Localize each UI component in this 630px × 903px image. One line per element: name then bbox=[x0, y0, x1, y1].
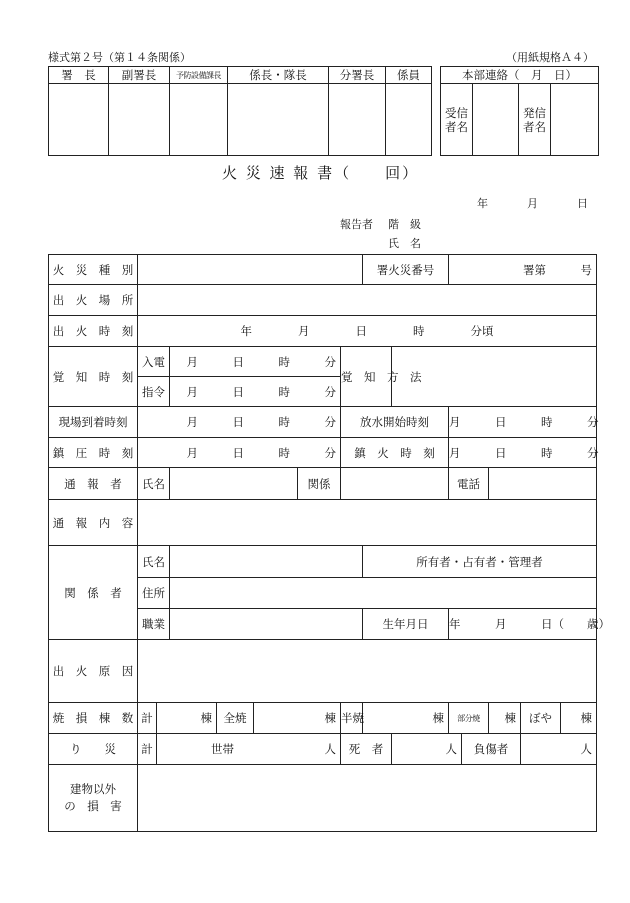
header-deputy: 副署長 bbox=[109, 67, 170, 84]
station-no-field[interactable]: 署第 号 bbox=[449, 255, 597, 285]
command-field[interactable]: 月 日 時 分 bbox=[170, 377, 341, 407]
dead-label: 死 者 bbox=[341, 734, 392, 765]
other-damage-label-1: 建物以外 bbox=[70, 782, 116, 796]
stamp-cell[interactable] bbox=[170, 84, 228, 156]
header-branch: 分署長 bbox=[329, 67, 386, 84]
fire-type-field[interactable] bbox=[138, 255, 363, 285]
partial-burn-label: 部分焼 bbox=[449, 703, 489, 734]
cause-field[interactable] bbox=[138, 640, 597, 703]
birth-field[interactable]: 年 月 日（ 歳） bbox=[449, 609, 597, 640]
water-start-label: 放水開始時刻 bbox=[341, 407, 449, 438]
date-year: 年 bbox=[477, 197, 488, 210]
burned-label: 焼 損 棟 数 bbox=[49, 703, 138, 734]
half-burn-label: 半焼 bbox=[341, 703, 363, 734]
date-day: 日 bbox=[577, 197, 588, 210]
report-content-label: 通 報 内 容 bbox=[49, 500, 138, 546]
small-fire-label: ぼや bbox=[521, 703, 561, 734]
partial-burn-field[interactable]: 棟 bbox=[489, 703, 521, 734]
relation-label: 関係 bbox=[298, 468, 341, 500]
victims-label: り 災 bbox=[49, 734, 138, 765]
report-table bbox=[48, 254, 611, 832]
arrival-label: 現場到着時刻 bbox=[49, 407, 138, 438]
awareness-label: 覚 知 時 刻 bbox=[49, 347, 138, 407]
relation-field[interactable] bbox=[341, 468, 449, 500]
fire-type-label: 火 災 種 別 bbox=[49, 255, 138, 285]
date-month: 月 bbox=[527, 197, 538, 210]
header-chief: 署 長 bbox=[49, 67, 109, 84]
call-in-label: 入電 bbox=[138, 347, 170, 377]
address-field[interactable] bbox=[170, 578, 597, 609]
small-fire-field[interactable]: 棟 bbox=[561, 703, 597, 734]
burned-total-label: 計 bbox=[138, 703, 157, 734]
page-title: 火 災 速 報 書（ 回） bbox=[222, 164, 420, 182]
rank-label: 階 級 bbox=[388, 218, 421, 231]
report-content-field[interactable] bbox=[138, 500, 597, 546]
place-label: 出 火 場 所 bbox=[49, 285, 138, 316]
command-label: 指令 bbox=[138, 377, 170, 407]
name-label: 氏 名 bbox=[388, 237, 421, 250]
extinguish-field[interactable]: 月 日 時 分 bbox=[449, 438, 597, 468]
burned-total-field[interactable]: 棟 bbox=[157, 703, 217, 734]
stamp-cell[interactable] bbox=[109, 84, 170, 156]
dead-field[interactable]: 人 bbox=[392, 734, 462, 765]
related-name-label: 氏名 bbox=[138, 546, 170, 578]
receiver-field[interactable] bbox=[473, 84, 519, 156]
place-field[interactable] bbox=[138, 285, 597, 316]
full-burn-label: 全焼 bbox=[217, 703, 254, 734]
aware-method-label: 覚 知 方 法 bbox=[341, 347, 392, 407]
reporter-row-label: 通 報 者 bbox=[49, 468, 138, 500]
header-leader: 係長・隊長 bbox=[228, 67, 329, 84]
sender-field[interactable] bbox=[551, 84, 599, 156]
stamp-cell[interactable] bbox=[386, 84, 432, 156]
time-label: 出 火 時 刻 bbox=[49, 316, 138, 347]
cause-label: 出 火 原 因 bbox=[49, 640, 138, 703]
related-label: 関 係 者 bbox=[49, 546, 138, 640]
reporter-name-field[interactable] bbox=[170, 468, 298, 500]
call-in-field[interactable]: 月 日 時 分 bbox=[170, 347, 341, 377]
other-damage-field[interactable] bbox=[138, 765, 597, 832]
suppress-label: 鎮 圧 時 刻 bbox=[49, 438, 138, 468]
extinguish-label: 鎮 火 時 刻 bbox=[341, 438, 449, 468]
address-label: 住所 bbox=[138, 578, 170, 609]
phone-label: 電話 bbox=[449, 468, 489, 500]
person-unit: 人 bbox=[324, 742, 336, 756]
paper-size: （用紙規格Ａ４） bbox=[506, 51, 594, 64]
header-prevention: 予防設備課長 bbox=[170, 67, 228, 84]
arrival-field[interactable]: 月 日 時 分 bbox=[138, 407, 341, 438]
job-label: 職業 bbox=[138, 609, 170, 640]
sender-label: 発信者名 bbox=[519, 84, 551, 156]
hq-table bbox=[440, 66, 599, 156]
injured-field[interactable]: 人 bbox=[521, 734, 597, 765]
station-no-label: 署火災番号 bbox=[363, 255, 449, 285]
stamp-cell[interactable] bbox=[228, 84, 329, 156]
aware-method-field[interactable] bbox=[392, 347, 597, 407]
header-staff: 係員 bbox=[386, 67, 432, 84]
time-field[interactable]: 年 月 日 時 分頃 bbox=[138, 316, 597, 347]
approval-table bbox=[48, 66, 432, 156]
phone-field[interactable] bbox=[489, 468, 597, 500]
full-burn-field[interactable]: 棟 bbox=[254, 703, 341, 734]
injured-label: 負傷者 bbox=[462, 734, 521, 765]
stamp-cell[interactable] bbox=[329, 84, 386, 156]
birth-label: 生年月日 bbox=[363, 609, 449, 640]
suppress-field[interactable]: 月 日 時 分 bbox=[138, 438, 341, 468]
owner-type[interactable]: 所有者・占有者・管理者 bbox=[363, 546, 597, 578]
reporter-name-label: 氏名 bbox=[138, 468, 170, 500]
other-damage-label-2: の 損 害 bbox=[64, 799, 122, 813]
form-id: 様式第２号（第１４条関係） bbox=[48, 51, 191, 64]
victims-total-label: 計 bbox=[138, 734, 157, 765]
reporter-label: 報告者 bbox=[340, 218, 373, 231]
water-start-field[interactable]: 月 日 時 分 bbox=[449, 407, 597, 438]
hq-header: 本部連絡（ 月 日） bbox=[441, 67, 599, 84]
job-field[interactable] bbox=[170, 609, 363, 640]
victims-field[interactable] bbox=[157, 734, 341, 765]
stamp-cell[interactable] bbox=[49, 84, 109, 156]
household-unit: 世帯 bbox=[211, 742, 234, 756]
related-name-field[interactable] bbox=[170, 546, 363, 578]
half-burn-field[interactable]: 棟 bbox=[363, 703, 449, 734]
other-damage-label bbox=[49, 765, 138, 832]
receiver-label: 受信者名 bbox=[441, 84, 473, 156]
